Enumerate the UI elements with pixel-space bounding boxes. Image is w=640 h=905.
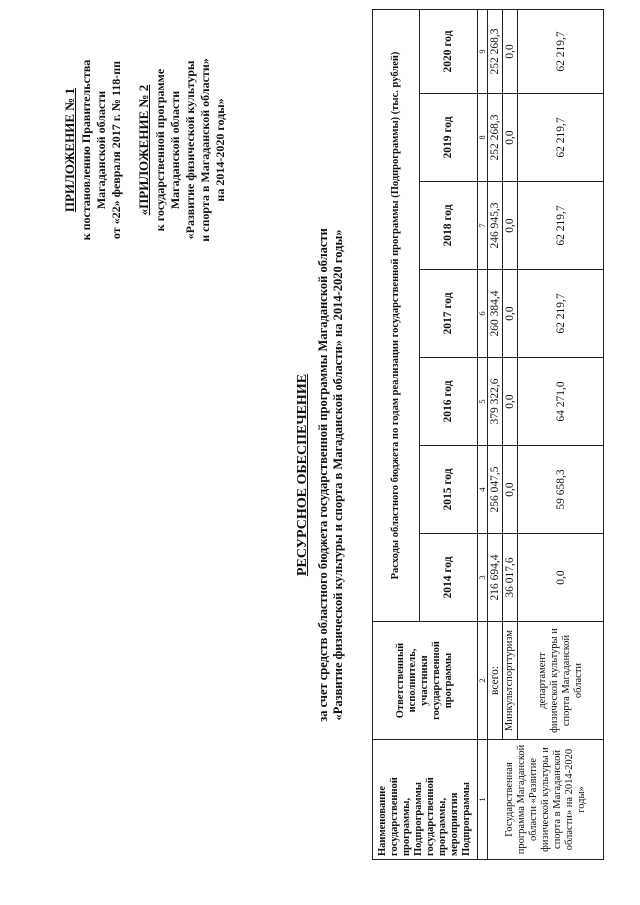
value-cell: 256 047,5: [488, 446, 503, 534]
document-title: РЕСУРСНОЕ ОБЕСПЕЧЕНИЕ: [295, 373, 310, 577]
document-subtitle: за счет средств областного бюджета государственной программы Магаданской области: [316, 228, 330, 722]
value-cell: 252 268,3: [488, 94, 503, 182]
header-year: 2018 год: [420, 182, 478, 270]
document-heading: [295, 195, 346, 755]
value-cell: 379 322,6: [488, 358, 503, 446]
column-number: 2: [478, 622, 488, 740]
appendix-line: к постановлению Правительства: [79, 59, 93, 241]
executor-cell: всего:: [488, 622, 503, 740]
appendix-title-1: ПРИЛОЖЕНИЕ № 1: [62, 87, 77, 213]
value-cell: 62 219,7: [518, 270, 604, 358]
header-year: 2016 год: [420, 358, 478, 446]
header-year: 2014 год: [420, 534, 478, 622]
value-cell: 252 268,3: [488, 9, 503, 93]
value-cell: 59 658,3: [518, 446, 604, 534]
value-cell: 0,0: [503, 182, 518, 270]
value-cell: 62 219,7: [518, 94, 604, 182]
value-cell: 0,0: [518, 534, 604, 622]
value-cell: 246 945,3: [488, 182, 503, 270]
header-expenses: Расходы областного бюджета по годам реализации государственной программы (Подпрограммы) (тыс. рублей): [373, 9, 420, 621]
appendix-line: к государственной программе: [153, 68, 167, 232]
appendix-line: Магаданской области: [94, 90, 108, 210]
table-row: [518, 9, 604, 859]
value-cell: 62 219,7: [518, 9, 604, 93]
executor-cell: департамент физической культуры и спорта Магаданской области: [518, 622, 604, 740]
value-cell: 64 271,0: [518, 358, 604, 446]
header-executor: Ответственный исполнитель, участники государственной программы: [373, 622, 478, 740]
value-cell: 0,0: [503, 358, 518, 446]
column-number: 9: [478, 9, 488, 93]
table-row: [503, 9, 518, 859]
header-year: 2020 год: [420, 9, 478, 93]
header-year: 2017 год: [420, 270, 478, 358]
value-cell: 0,0: [503, 446, 518, 534]
column-number: 7: [478, 182, 488, 270]
appendix-line: Магаданской области: [168, 90, 182, 210]
header-program-name: Наименование государственной программы, Подпрограммы государственной программы, мероприятия Подпрограммы: [373, 740, 478, 860]
appendix-line: «Развитие физической культуры: [183, 60, 197, 240]
value-cell: 0,0: [503, 94, 518, 182]
program-name-cell: Государственная программа Магаданской области «Развитие физической культуры и спорта в Магаданской области» на 2014-2020 годы»: [488, 740, 604, 860]
executor-cell: Минкультспорттуризм: [503, 622, 518, 740]
appendix-line: на 2014-2020 годы»: [213, 98, 227, 202]
column-number: 1: [478, 740, 488, 860]
column-number: 4: [478, 446, 488, 534]
header-year: 2019 год: [420, 94, 478, 182]
resource-table: [372, 9, 604, 860]
appendix-title-2: «ПРИЛОЖЕНИЕ № 2: [136, 84, 151, 216]
value-cell: 62 219,7: [518, 182, 604, 270]
column-number: 8: [478, 94, 488, 182]
appendix-line: и спорта в Магаданской области»: [198, 58, 212, 242]
appendix-line: от «22» февраля 2017 г. № 118-пп: [109, 60, 123, 240]
table-row: [488, 9, 503, 859]
value-cell: 216 694,4: [488, 534, 503, 622]
column-number: 3: [478, 534, 488, 622]
value-cell: 0,0: [503, 9, 518, 93]
document-subtitle: «Развитие физической культуры и спорта в Магаданской области» на 2014-2020 годы»: [331, 229, 345, 721]
value-cell: 36 017,6: [503, 534, 518, 622]
value-cell: 260 384,4: [488, 270, 503, 358]
column-number: 6: [478, 270, 488, 358]
appendix-block: [62, 35, 228, 265]
column-number: 5: [478, 358, 488, 446]
header-year: 2015 год: [420, 446, 478, 534]
value-cell: 0,0: [503, 270, 518, 358]
